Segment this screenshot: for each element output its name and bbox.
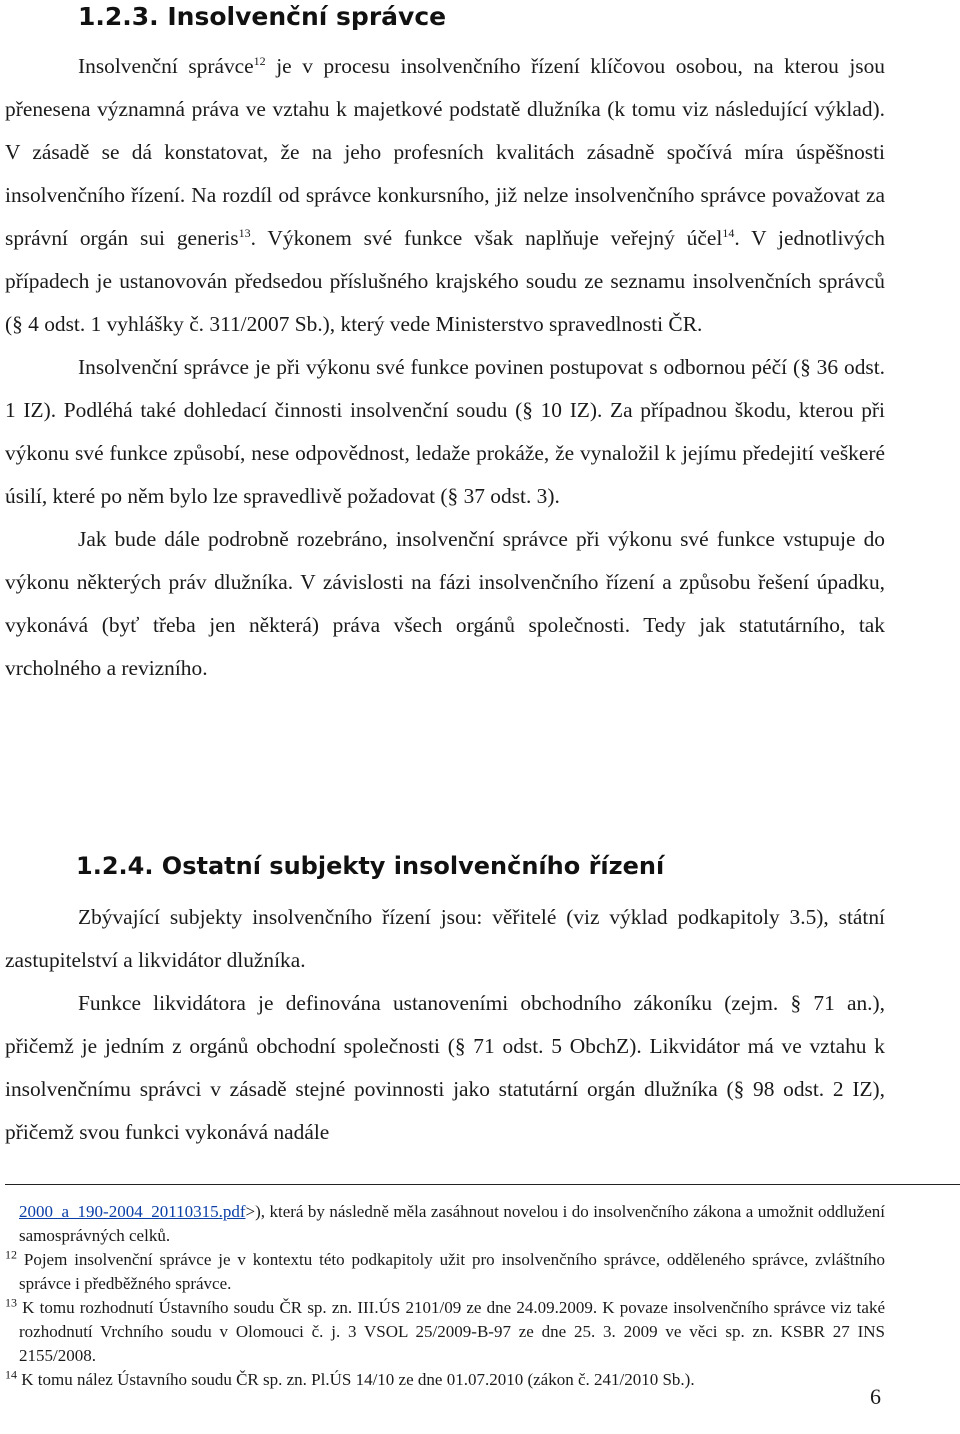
section-1-2-4-body	[5, 896, 885, 1154]
footnote-text: Pojem insolvenční správce je v kontextu této podkapitoly užit pro insolvenčního správce, odděleného správce, zvláštního správce i předběžného správce.	[17, 1250, 885, 1293]
paragraph-text: . Výkonem své funkce však naplňuje veřejný účel	[250, 226, 723, 250]
footnote-continuation	[5, 1200, 885, 1248]
page-number: 6	[870, 1384, 881, 1409]
paragraph-insolvency-administrator-role	[5, 45, 885, 346]
footnote-ref-13[interactable]: 13	[238, 225, 251, 240]
footnote-ref-14[interactable]: 14	[722, 225, 735, 240]
paragraph-debtor-rights: Jak bude dále podrobně rozebráno, insolvenční správce při výkonu své funkce vstupuje do výkonu některých práv dlužníka. V závislosti na fázi insolvenčního řízení a způsobu řešení úpadku, vykonává (byť třeba jen některá) práva všech orgánů společnosti. Tedy jak statutárního, tak vrcholného a revizního.	[5, 527, 885, 680]
footnote-number: 14	[5, 1367, 17, 1382]
footnote-separator	[5, 1184, 960, 1185]
section-1-2-3-body	[5, 45, 885, 690]
footnote-12	[5, 1248, 885, 1296]
paragraph-text: Insolvenční správce	[78, 54, 254, 78]
footnote-link[interactable]: 2000_a_190-2004_20110315.pdf	[19, 1202, 246, 1221]
footnote-13	[5, 1296, 885, 1368]
paragraph-duty-of-care: Insolvenční správce je při výkonu své funkce povinen postupovat s odbornou péčí (§ 36 odst. 1 IZ). Podléhá také dohledací činnosti insolvenční soudu (§ 10 IZ). Za případnou škodu, kterou při výkonu své funkce způsobí, nese odpovědnost, ledaže prokáže, že vynaložil k jejímu předejití veškeré úsilí, které po něm bylo lze spravedlivě požadovat (§ 37 odst. 3).	[5, 355, 885, 508]
footnote-text: K tomu rozhodnutí Ústavního soudu ČR sp. zn. III.ÚS 2101/09 ze dne 24.09.2009. K povaze insolvenčního správce viz také rozhodnutí Vrchního soudu v Olomouci č. j. 3 VSOL 25/2009-B-97 ze dne 25. 3. 2009 ve věci sp. zn. KSBR 27 INS 2155/2008.	[17, 1298, 885, 1365]
paragraph-text: . V jednotlivých případech je ustanovován předsedou příslušného krajského soudu ze seznamu insolvenčních správců (§ 4 odst. 1 vyhlášky č. 311/2007 Sb.), který vede Ministerstvo spravedlnosti ČR.	[5, 226, 885, 336]
footnote-14	[5, 1368, 885, 1392]
footnote-ref-12[interactable]: 12	[253, 53, 266, 68]
paragraph-liquidator: Funkce likvidátora je definována ustanoveními obchodního zákoníku (zejm. § 71 an.), přičemž je jedním z orgánů obchodní společnosti (§ 71 odst. 5 ObchZ). Likvidátor má ve vztahu k insolvenčnímu správci v zásadě stejné povinnosti jako statutární orgán dlužníka (§ 98 odst. 2 IZ), přičemž svou funkci vykonává nadále	[5, 991, 885, 1144]
section-heading-1-2-3: 1.2.3. Insolvenční správce	[78, 2, 447, 31]
footnote-text: K tomu nález Ústavního soudu ČR sp. zn. Pl.ÚS 14/10 ze dne 01.07.2010 (zákon č. 241/2010 Sb.).	[17, 1370, 695, 1389]
section-heading-1-2-4: 1.2.4. Ostatní subjekty insolvenčního řízení	[76, 852, 665, 880]
footnote-number: 13	[5, 1295, 17, 1310]
paragraph-text: je v procesu insolvenčního řízení klíčovou osobou, na kterou jsou přenesena významná práva ve vztahu k majetkové podstatě dlužníka (k tomu viz následující výklad). V zásadě se dá konstatovat, že na jeho profesních kvalitách zásadně spočívá míra úspěšnosti insolvenčního řízení. Na rozdíl od správce konkursního, již nelze insolvenčního správce považovat za správní orgán sui generis	[5, 54, 885, 250]
footnote-number: 12	[5, 1247, 17, 1262]
footnotes	[5, 1200, 885, 1392]
footnote-text: >), která by následně měla zasáhnout novelou i do insolvenčního zákona a umožnit oddlužení samosprávných celků.	[19, 1202, 885, 1245]
paragraph-other-subjects: Zbývající subjekty insolvenčního řízení jsou: věřitelé (viz výklad podkapitoly 3.5), státní zastupitelství a likvidátor dlužníka.	[5, 905, 885, 972]
